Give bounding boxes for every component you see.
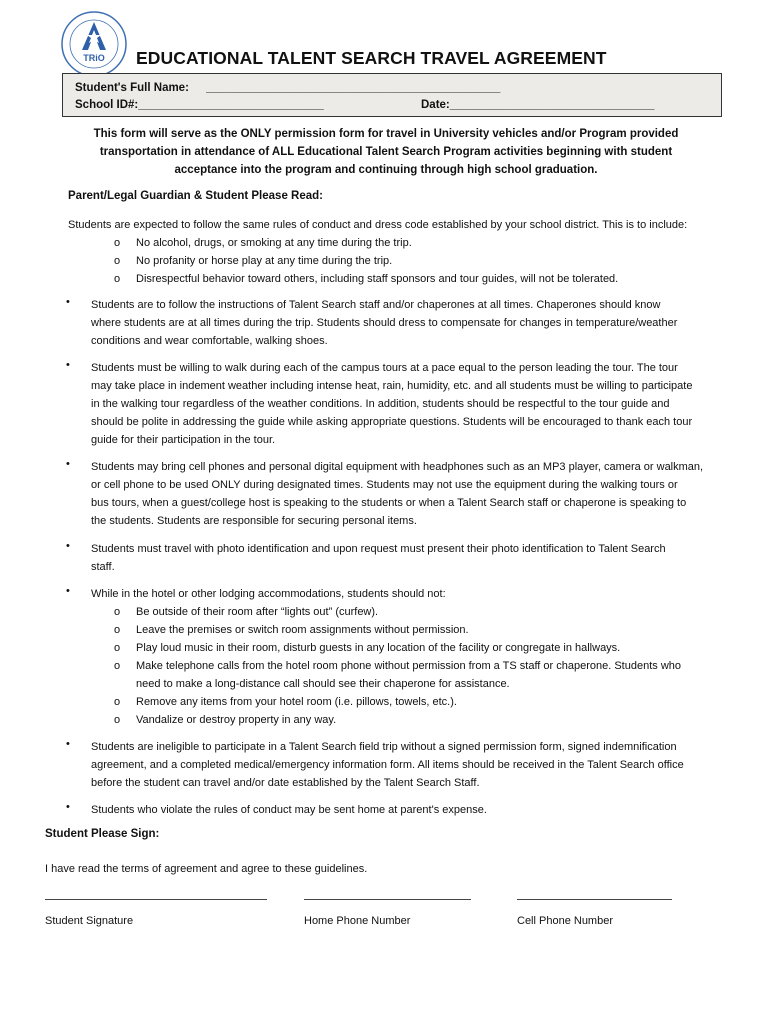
bullet-icon: •: [66, 585, 70, 597]
bullet-line: Students who violate the rules of conduct may be sent home at parent's expense.: [91, 804, 487, 816]
circle-bullet-icon: o: [114, 714, 121, 726]
hotel-item: [114, 693, 724, 711]
circle-bullet-icon: o: [114, 696, 121, 708]
bullet-line: Students are ineligible to participate in a Talent Search field trip without a signed permission form, signed indemnification: [91, 741, 677, 753]
logo-text: TRiO: [83, 53, 105, 63]
bullet-icon: •: [66, 359, 70, 371]
hotel-item: [114, 621, 724, 639]
conduct-item: [114, 234, 412, 252]
home-phone-label: Home Phone Number: [304, 915, 411, 927]
student-name-label: Student's Full Name:: [75, 82, 189, 94]
date-label: Date:: [421, 99, 450, 111]
intro-statement: [60, 125, 712, 180]
agreement-statement: I have read the terms of agreement and agree to these guidelines.: [45, 863, 368, 875]
bullet-line: should be polite in addressing the guide while asking appropriate questions. Students will be encouraged to thank each tour: [91, 416, 693, 429]
bullet-icon: •: [66, 458, 70, 470]
hotel-item: [114, 711, 724, 729]
circle-bullet-icon: o: [114, 255, 121, 267]
circle-bullet-icon: o: [114, 273, 121, 285]
bullet-line: While in the hotel or other lodging accommodations, students should not:: [91, 588, 446, 600]
bullet-line: Students must travel with photo identification and upon request must present their photo identification to Talent Search: [91, 543, 666, 555]
cell-phone-line[interactable]: [517, 899, 672, 900]
student-signature-line[interactable]: [45, 899, 267, 900]
read-heading: Parent/Legal Guardian & Student Please Read:: [68, 190, 323, 202]
intro-line: This form will serve as the ONLY permission form for travel in University vehicles and/or Program provided: [93, 128, 679, 140]
hotel-item-text: Play loud music in their room, disturb guests in any location of the facility or congregate in hallways.: [136, 642, 621, 654]
bullet-icon: •: [66, 296, 70, 308]
student-name-field[interactable]: ______________________________________________: [206, 82, 501, 94]
student-signature-label: Student Signature: [45, 915, 134, 927]
bullet-line: guide for their participation in the tour.: [91, 434, 276, 447]
conduct-item: [114, 270, 619, 288]
hotel-item: [114, 639, 724, 657]
circle-bullet-icon: o: [114, 642, 121, 654]
bullet-line: Students may bring cell phones and personal digital equipment with headphones such as an MP3 player, camera or walkman,: [91, 461, 704, 473]
bullet-line: bus tours, when a guest/college host is speaking to the students or when a Talent Search staff or chaperone is speaking to: [91, 497, 687, 510]
bullet-line: where students are at all times during the trip. Students should dress to compensate for changes in temperature/weather: [91, 317, 678, 330]
school-id-label: School ID#:: [75, 99, 139, 111]
bullet-line: may take place in indement weather including intense heat, rain, humidity, etc. and all students must be willing to participate: [91, 380, 693, 393]
bullet-icon: •: [66, 540, 70, 552]
home-phone-line[interactable]: [304, 899, 471, 900]
rule-bullet: [91, 738, 723, 792]
hotel-item-text: Leave the premises or switch room assignments without permission.: [136, 624, 469, 636]
rule-bullet: [91, 801, 723, 819]
conduct-item: [114, 252, 393, 270]
hotel-item: [114, 603, 724, 621]
hotel-item-text: Make telephone calls from the hotel room phone without permission from a TS staff or chaperone. Students who: [136, 660, 681, 672]
bullet-icon: •: [66, 738, 70, 750]
conduct-item-text: Disrespectful behavior toward others, including staff sponsors and tour guides, will not be tolerated.: [136, 273, 619, 285]
hotel-item-text: Vandalize or destroy property in any way.: [136, 714, 337, 726]
bullet-line: Students must be willing to walk during each of the campus tours at a pace equal to the person leading the tour. The tour: [91, 362, 678, 374]
bullet-line: before the student can travel and/or date established by the Talent Search Staff.: [91, 777, 480, 790]
bullet-line: staff.: [91, 561, 115, 574]
rule-bullet: [91, 540, 723, 576]
bullet-line: or cell phone to be used ONLY during designated times. Students may not use the equipment during the walking tours or: [91, 479, 678, 492]
conduct-item-text: No alcohol, drugs, or smoking at any time during the trip.: [136, 237, 412, 249]
conduct-intro: Students are expected to follow the same rules of conduct and dress code established by your school district. This is to include:: [68, 219, 688, 231]
bullet-line: the students. Students are responsible for securing personal items.: [91, 515, 417, 528]
hotel-item-text: need to make a long-distance call should see their chaperone for assistance.: [136, 678, 510, 691]
intro-line: acceptance into the program and continuing through high school graduation.: [174, 164, 598, 177]
circle-bullet-icon: o: [114, 660, 121, 672]
rule-bullet: [91, 585, 723, 603]
circle-bullet-icon: o: [114, 606, 121, 618]
intro-line: transportation in attendance of ALL Educational Talent Search Program activities beginning with student: [99, 146, 673, 159]
student-info-box: [62, 73, 722, 117]
hotel-item-text: Be outside of their room after “lights out” (curfew).: [136, 606, 379, 618]
bullet-line: in the walking tour regardless of the weather conditions. In addition, students should be respectful to the tour guide and: [91, 398, 670, 411]
rule-bullet: [91, 458, 723, 530]
date-field[interactable]: ________________________________: [449, 99, 655, 111]
bullet-line: conditions and wear comfortable, walking shoes.: [91, 335, 328, 348]
circle-bullet-icon: o: [114, 237, 121, 249]
circle-bullet-icon: o: [114, 624, 121, 636]
trio-seal-logo: [60, 10, 128, 78]
rule-bullet: [91, 296, 723, 350]
hotel-item-text: Remove any items from your hotel room (i.e. pillows, towels, etc.).: [136, 696, 457, 708]
cell-phone-label: Cell Phone Number: [517, 915, 613, 927]
sign-heading: Student Please Sign:: [45, 828, 160, 840]
bullet-icon: •: [66, 801, 70, 813]
school-id-field[interactable]: _____________________________: [138, 99, 324, 111]
bullet-line: agreement, and a completed medical/emergency information form. All items should be received in the Talent Search office: [91, 759, 684, 772]
bullet-line: Students are to follow the instructions of Talent Search staff and/or chaperones at all times. Chaperones should know: [91, 299, 661, 311]
conduct-item-text: No profanity or horse play at any time during the trip.: [136, 255, 393, 267]
document-title: EDUCATIONAL TALENT SEARCH TRAVEL AGREEMENT: [136, 48, 607, 68]
rule-bullet: [91, 359, 723, 449]
hotel-item: [114, 657, 724, 693]
